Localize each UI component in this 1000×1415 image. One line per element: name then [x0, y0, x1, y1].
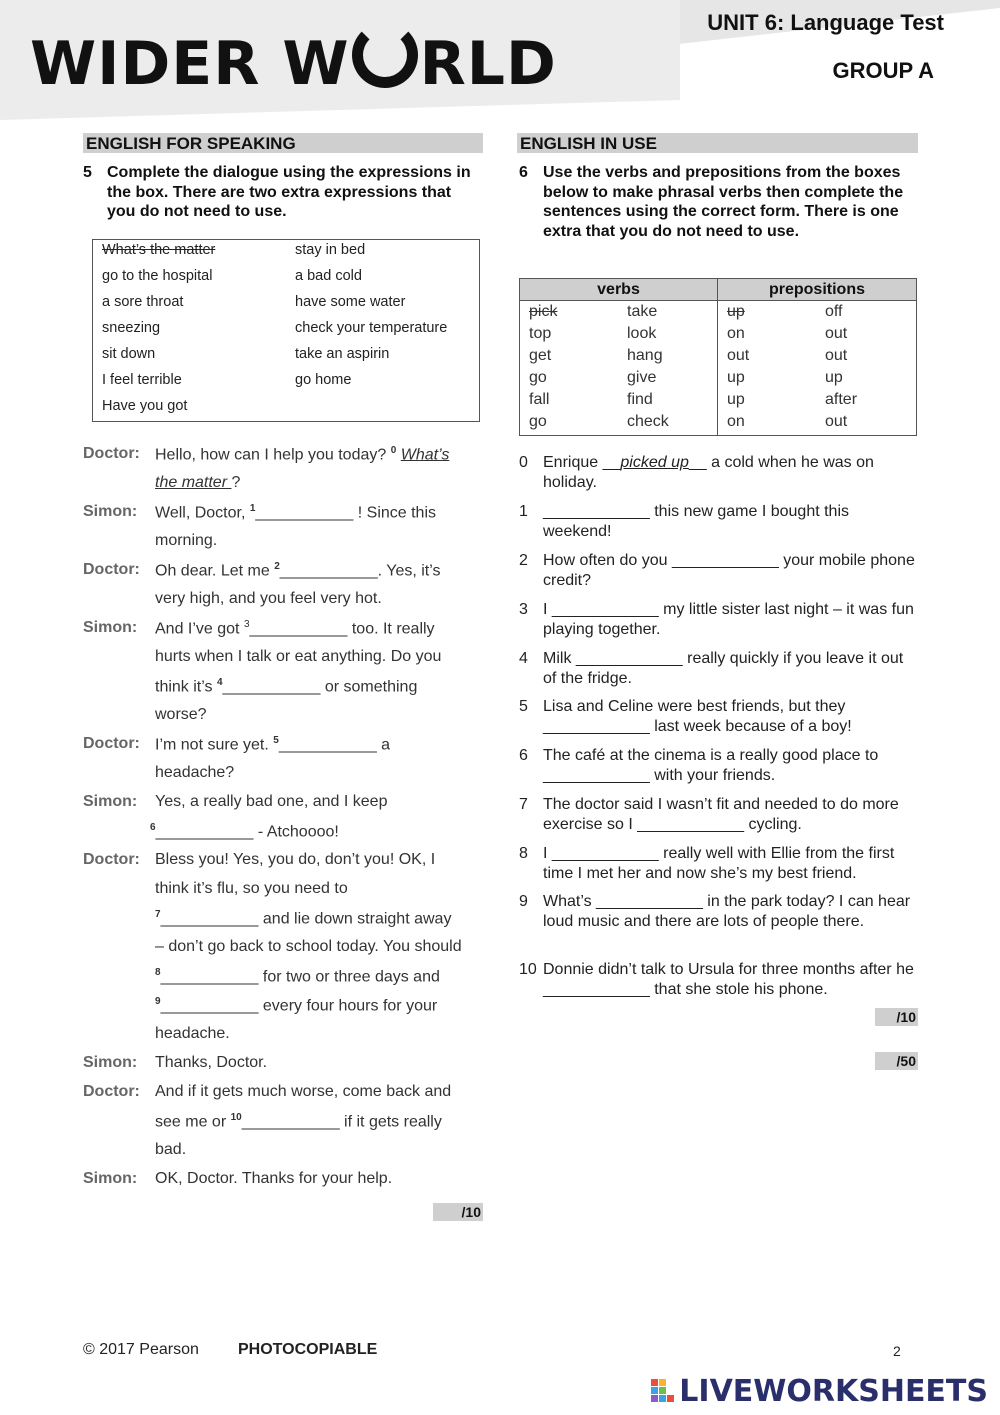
expression: take an aspirin — [295, 346, 390, 362]
question-item[interactable]: 10 Donnie didn’t talk to Ursula for three months after he ____________ that she stole his phone. — [519, 961, 914, 998]
dialogue-line: hurts when I talk or eat anything. Do you — [155, 648, 442, 665]
dialogue-line: Bless you! Yes, you do, don’t you! OK, I — [155, 851, 436, 868]
preposition-cell: out — [825, 413, 848, 430]
dialogue-line: $^8$___________ for two or three days and — [155, 967, 440, 986]
speaker-label: Doctor: — [83, 445, 140, 462]
expression: check your temperature — [295, 320, 448, 336]
expression: go to the hospital — [102, 268, 213, 284]
total-score-box: /50 — [875, 1052, 918, 1070]
task-number: 5 — [83, 164, 92, 181]
dialogue-line: $^6$___________ - Atchoooo! — [150, 822, 339, 841]
verb-cell: give — [627, 369, 657, 386]
speaker-label: Doctor: — [83, 735, 140, 752]
answer-blank-1[interactable]: ___________ ! Since this — [255, 504, 437, 522]
task-number: 6 — [519, 164, 528, 181]
dialogue-line: And I’ve got $^3$___________ too. It really — [155, 619, 435, 638]
speaker-label: Simon: — [83, 1054, 138, 1071]
preposition-cell: on — [727, 413, 745, 430]
preposition-cell: out — [727, 347, 750, 364]
task-5-instruction — [83, 163, 483, 223]
dialogue-line: Oh dear. Let me $^2$___________. Yes, it’s — [155, 561, 441, 580]
verb-cell: fall — [529, 391, 550, 408]
prepositions-header: prepositions — [718, 279, 916, 301]
dialogue-line: very high, and you feel very hot. — [155, 590, 382, 607]
speaker-label: Simon: — [83, 793, 138, 810]
preposition-cell: up — [727, 391, 745, 408]
copyright: © 2017 Pearson — [83, 1341, 199, 1358]
dialogue-line: worse? — [155, 706, 207, 723]
answer-blank-2[interactable]: ___________. Yes, it’s — [279, 562, 441, 580]
dialogue-line: OK, Doctor. Thanks for your help. — [155, 1170, 393, 1187]
verb-cell: find — [627, 391, 653, 408]
preposition-cell: up — [727, 303, 745, 320]
expression: a bad cold — [295, 268, 362, 284]
verb-cell: hang — [627, 347, 663, 364]
example-answer: picked up — [620, 454, 689, 471]
dialogue-line: Hello, how can I help you today? $^0$ What’s — [155, 445, 450, 464]
question-item[interactable]: 3 I ____________ my little sister last night – it was fun playing together. — [519, 601, 914, 638]
preposition-cell: out — [825, 347, 848, 364]
preposition-cell: after — [825, 391, 858, 408]
preposition-cell: out — [825, 325, 848, 342]
group-label: GROUP A — [832, 58, 934, 83]
question-item[interactable]: 7 The doctor said I wasn’t fit and needed to do more exercise so I ____________ cycling. — [519, 796, 899, 833]
answer-blank-6[interactable]: ___________ - Atchoooo! — [155, 823, 339, 841]
liveworksheets-logo-icon — [651, 1379, 675, 1403]
page-number: 2 — [893, 1343, 901, 1359]
verb-cell: go — [529, 369, 547, 386]
dialogue-line: think it’s $^4$___________ or something — [155, 677, 418, 696]
verbs-header: verbs — [520, 279, 717, 301]
question-item[interactable]: 5 Lisa and Celine were best friends, but they ____________ last week because of a boy! — [519, 698, 852, 735]
example-answer: What’s — [400, 446, 450, 464]
dialogue-line: Yes, a really bad one, and I keep — [155, 793, 388, 810]
verb-cell: go — [529, 413, 547, 430]
dialogue-line: see me or $^{10}$___________ if it gets really — [155, 1112, 442, 1131]
dialogue-line: $^9$___________ every four hours for your — [155, 996, 438, 1015]
score-box-speaking: /10 — [433, 1203, 483, 1221]
instruction-text: Use the verbs and prepositions from the boxes below to make phrasal verbs then complete the sentences using the correct form. There is one extra that you do not need to use. — [543, 164, 904, 240]
answer-blank-3[interactable]: ___________ too. It really — [249, 620, 435, 638]
question-item[interactable]: 9 What’s ____________ in the park today? I can hear loud music and there are lots of people there. — [519, 893, 911, 930]
expression: What’s the matter — [102, 242, 216, 258]
unit-title: UNIT 6: Language Test — [707, 10, 944, 35]
question-item[interactable]: 8 I ____________ really well with Ellie from the first time I met her and now she’s my best friend. — [519, 845, 895, 882]
example-answer: the matter — [155, 474, 232, 491]
speaker-label: Simon: — [83, 1170, 138, 1187]
question-item[interactable]: 2 How often do you ____________ your mobile phone credit? — [519, 552, 915, 589]
speaker-label: Doctor: — [83, 851, 140, 868]
dialogue-line: the matter ? — [155, 474, 241, 491]
answer-blank-10[interactable]: ___________ if it gets really — [241, 1113, 442, 1131]
speaker-label: Doctor: — [83, 1083, 140, 1100]
wider-world-logo: WIDER W RLD — [30, 22, 557, 104]
expression: a sore throat — [102, 294, 184, 310]
expression: sneezing — [102, 320, 161, 336]
dialogue-line: think it’s flu, so you need to — [155, 880, 348, 897]
dialogue-line: $^7$___________ and lie down straight away — [155, 909, 452, 928]
answer-blank-4[interactable]: ___________ or something — [222, 678, 418, 696]
preposition-cell: on — [727, 325, 745, 342]
expression: go home — [295, 372, 352, 388]
liveworksheets-brand: LIVEWORKSHEETS — [651, 1374, 988, 1409]
dialogue-line: Thanks, Doctor. — [155, 1054, 268, 1071]
verb-cell: check — [627, 413, 669, 430]
answer-blank-9[interactable]: ___________ every four hours for your — [160, 997, 438, 1015]
score-box-use: /10 — [875, 1008, 918, 1026]
question-item[interactable]: 6 The café at the cinema is a really good place to ____________ with your friends. — [519, 747, 879, 784]
verb-cell: look — [627, 325, 657, 342]
logo-ring-icon — [352, 22, 418, 88]
verb-cell: get — [529, 347, 552, 364]
question-item: 0 Enrique __picked up__ a cold when he was on holiday. — [519, 454, 874, 491]
preposition-cell: up — [825, 369, 843, 386]
dialogue-line: I’m not sure yet. $^5$___________ a — [155, 735, 391, 754]
dialogue-line: morning. — [155, 532, 218, 549]
speaker-label: Simon: — [83, 619, 138, 636]
answer-blank-5[interactable]: ___________ a — [278, 736, 391, 754]
instruction-text: Complete the dialogue using the expressions in the box. There are two extra expressions that you do not need to use. — [107, 164, 471, 220]
section-title-english-for-speaking: ENGLISH FOR SPEAKING — [83, 133, 483, 153]
dialogue-line: Well, Doctor, $^1$___________ ! Since this — [155, 503, 437, 522]
speaker-label: Doctor: — [83, 561, 140, 578]
speaker-label: Simon: — [83, 503, 138, 520]
table-divider — [717, 279, 718, 435]
phrasal-verbs-table — [519, 278, 917, 436]
verb-cell: top — [529, 325, 552, 342]
answer-blank-7[interactable]: ___________ and lie down straight away — [160, 910, 452, 928]
dialogue-line: – don’t go back to school today. You should — [155, 938, 462, 955]
verb-cell: take — [627, 303, 658, 320]
preposition-cell: off — [825, 303, 843, 320]
expression: have some water — [295, 294, 406, 310]
answer-blank-8[interactable]: ___________ for two or three days and — [160, 968, 440, 986]
expression: stay in bed — [295, 242, 366, 258]
expression: I feel terrible — [102, 372, 182, 388]
dialogue-line: headache. — [155, 1025, 230, 1042]
expressions-box — [92, 239, 480, 422]
dialogue-line: bad. — [155, 1141, 187, 1158]
dialogue-line: And if it gets much worse, come back and — [155, 1083, 452, 1100]
task-6-instruction — [519, 163, 918, 261]
expression: Have you got — [102, 398, 188, 414]
photocopiable-label: PHOTOCOPIABLE — [238, 1341, 378, 1358]
preposition-cell: up — [727, 369, 745, 386]
verb-cell: pick — [529, 303, 558, 320]
question-item[interactable]: 1 ____________ this new game I bought this weekend! — [519, 503, 850, 540]
question-item[interactable]: 4 Milk ____________ really quickly if you leave it out of the fridge. — [519, 650, 904, 687]
dialogue-line: headache? — [155, 764, 235, 781]
section-title-english-in-use: ENGLISH IN USE — [517, 133, 918, 153]
expression: sit down — [102, 346, 156, 362]
